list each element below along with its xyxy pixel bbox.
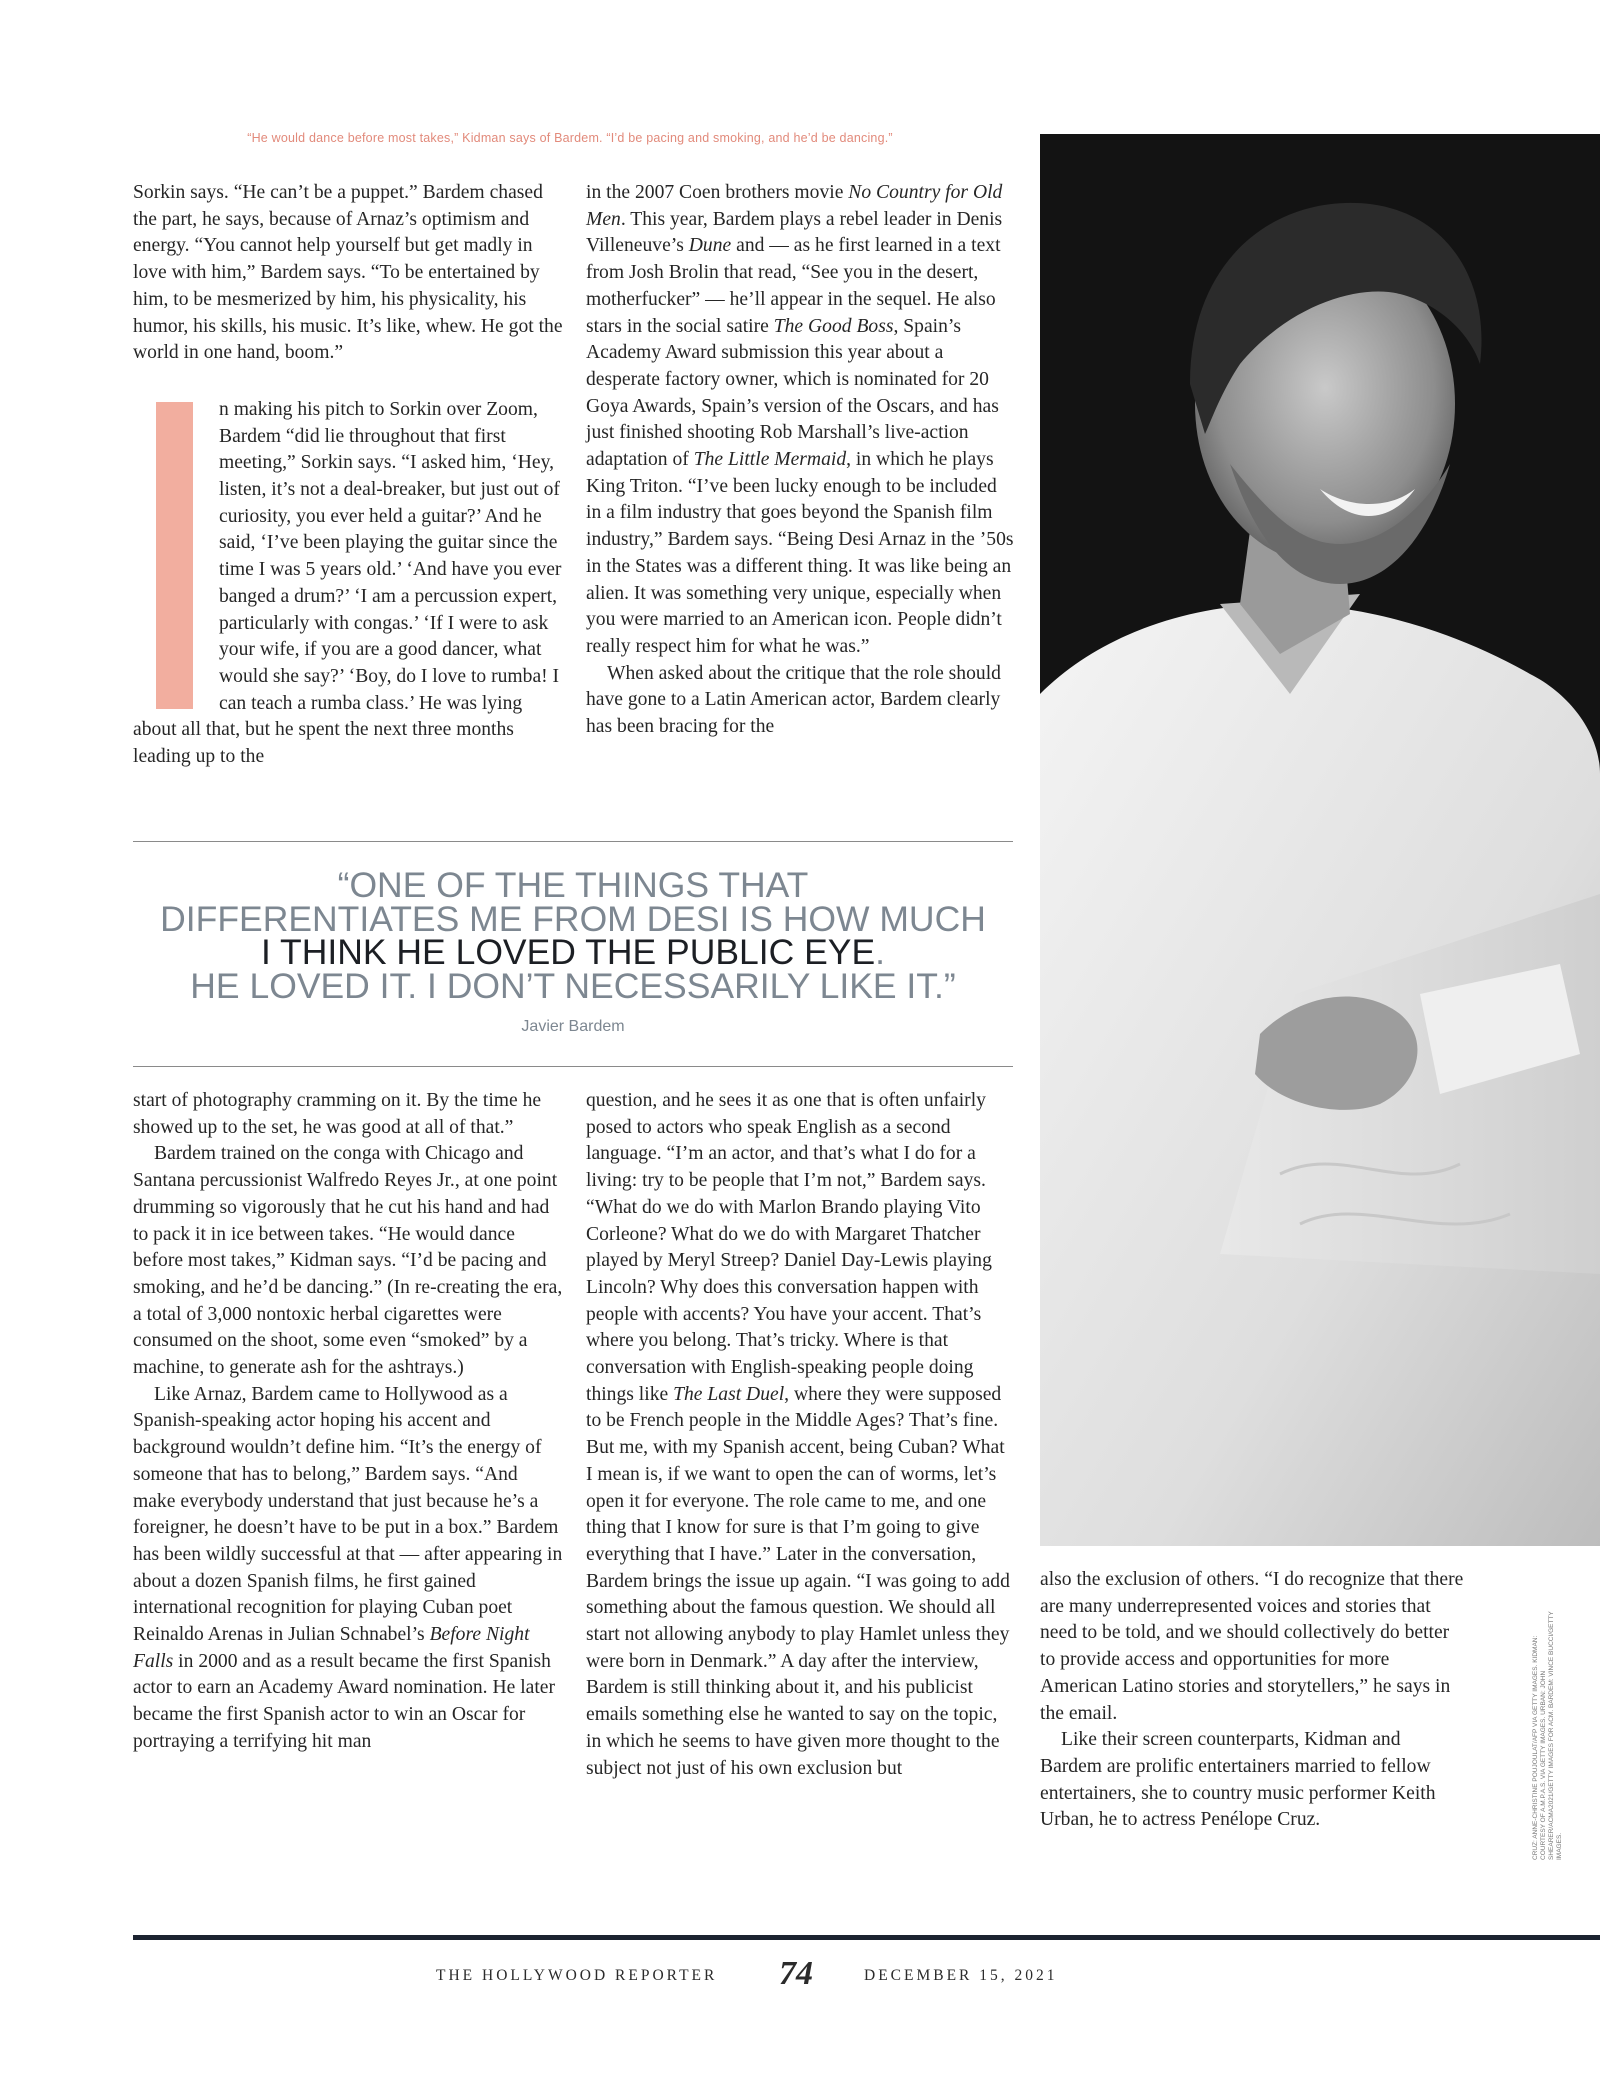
- pull-quote-line: DIFFERENTIATES ME FROM DESI IS HOW MUCH: [160, 898, 986, 939]
- paragraph: Bardem trained on the conga with Chicago and Santana percussionist Walfredo Reyes Jr., at one point drumming so vigorously that he cut his hand and had to pack it in ice between takes. “He would dance before most takes,” Kidman says. “I’d be pacing and smoking, and he’d be dancing.” (In re-creating the era, a total of 3,000 nontoxic herbal cigarettes were consumed on the shoot, some even “smoked” by a machine, to generate ash for the ashtrays.): [133, 1143, 563, 1379]
- pull-quote: [133, 865, 1013, 1006]
- page-number: 74: [779, 1955, 813, 1992]
- pull-quote-line: HE LOVED IT. I DON’T NECESSARILY LIKE IT.”: [190, 965, 956, 1006]
- film-title: The Last Duel: [673, 1383, 785, 1405]
- footer-rule: [133, 1935, 1600, 1940]
- portrait-photo: [1040, 134, 1600, 1546]
- paragraph: Like their screen counterparts, Kidman and Bardem are prolific entertainers married to fellow entertainers, she to country music performer Keith Urban, he to actress Penélope Cruz.: [1040, 1729, 1436, 1831]
- film-title: Before Night Falls: [133, 1624, 530, 1672]
- article-column-2: [586, 180, 1016, 741]
- paragraph: also the exclusion of others. “I do recognize that there are many underrepresented voices and stories that need to be told, and we should collectively do better to provide access and opportunities for more American Latino stories and storytellers,” he says in the email.: [1040, 1569, 1464, 1724]
- portrait-illustration: [1040, 134, 1600, 1546]
- paragraph: in the 2007 Coen brothers movie No Country for Old Men. This year, Bardem plays a rebel leader in Denis Villeneuve’s Dune and — as he first learned in a text from Josh Brolin that read, “See you in the desert, motherfucker” — he’ll appear in the sequel. He also stars in the social satire The Good Boss, Spain’s Academy Award submission this year about a desperate factory owner, which is nominated for 20 Goya Awards, Spain’s version of the Oscars, and has just finished shooting Rob Marshall’s live-action adaptation of The Little Mermaid, in which he plays King Triton. “I’ve been lucky enough to be included in a film industry that goes beyond the Spanish film industry,” Bardem says. “Being Desi Arnaz in the ’50s in the States was a different thing. It was like being an alien. It was something very unique, especially when you were married to an American icon. People didn’t really respect him for what he was.”: [586, 182, 1014, 657]
- article-column-4: [586, 1088, 1016, 1782]
- film-title: Dune: [688, 235, 732, 257]
- photo-caption: “He would dance before most takes,” Kidman says of Bardem. “I’d be pacing and smoking, and he’d be dancing.”: [247, 131, 893, 145]
- paragraph: Sorkin says. “He can’t be a puppet.” Bardem chased the part, he says, because of Arnaz’s optimism and energy. “You cannot help yourself but get madly in love with him,” Bardem says. “To be entertained by him, to be mesmerized by him, his physicality, his humor, his skills, his music. It’s like, whew. He got the world in one hand, boom.”: [133, 182, 563, 364]
- film-title: The Good Boss: [773, 315, 894, 337]
- article-column-3: [133, 1088, 563, 1756]
- paragraph: question, and he sees it as one that is often unfairly posed to actors who speak English as a second language. “I’m an actor, and that’s what I do for a living: try to be people that I’m not,” Bardem says. “What do we do with Marlon Brando playing Vito Corleone? What do we do with Margaret Thatcher played by Meryl Streep? Daniel Day-Lewis playing Lincoln? Why does this conversation happen with people with accents? You have your accent. That’s where you belong. That’s tricky. Where is that conversation with English-speaking people doing things like The Last Duel, where they were supposed to be French people in the Middle Ages? That’s fine. But me, with my Spanish accent, being Cuban? What I mean is, if we want to open the can of worms, let’s open it for everyone. The role came to me, and one thing that I know for sure is that I’m going to give everything that I have.” Later in the conversation, Bardem brings the issue up again. “I was going to add something about the famous question. We should all start not allowing anybody to play Hamlet unless they were born in Denmark.” A day after the interview, Bardem is still thinking about it, and his publicist emails something else he wanted to say on the topic, in which he seems to have given more thought to the subject not just of his own exclusion but: [586, 1090, 1010, 1779]
- issue-date: DECEMBER 15, 2021: [864, 1967, 1058, 1984]
- divider-bottom: [133, 1066, 1013, 1067]
- article-column-1: [133, 180, 563, 771]
- drop-cap-letter-i: [156, 402, 193, 709]
- film-title: No Country for Old Men: [586, 182, 1003, 230]
- pull-quote-line: “ONE OF THE THINGS THAT: [337, 865, 809, 905]
- publication-name: THE HOLLYWOOD REPORTER: [436, 1967, 718, 1984]
- pull-quote-line: I THINK HE LOVED THE PUBLIC EYE.: [260, 932, 886, 972]
- paragraph: start of photography cramming on it. By the time he showed up to the set, he was good at all of that.”: [133, 1090, 542, 1138]
- film-title: The Little Mermaid: [693, 449, 847, 471]
- pull-quote-attribution: Javier Bardem: [521, 1018, 625, 1035]
- dropcap-paragraph-block: [133, 397, 563, 771]
- paragraph: When asked about the critique that the role should have gone to a Latin American actor, Bardem clearly has been bracing for the: [586, 662, 1001, 738]
- paragraph: n making his pitch to Sorkin over Zoom, Bardem “did lie throughout that first meeting,” Sorkin says. “I asked him, ‘Hey, listen, it’s not a deal-breaker, but just out of curiosity, you ever held a guitar?’ And he said, ‘I’ve been playing the guitar since the time I was 5 years old.’ ‘And have you ever banged a drum?’ ‘I am a percussion expert, particularly with congas.’ ‘If I were to ask your wife, if you are a good dancer, what would she say?’ ‘Boy, do I love to rumba! I can teach a rumba class.’ He was lying about all that, but he spent the next three months leading up to the: [133, 398, 562, 768]
- divider-top: [133, 841, 1013, 842]
- photo-credits: CRUZ: ANNE-CHRISTINE POUJOULAT/AFP VIA GETTY IMAGES. KIDMAN: COURTESY OF A.M.P.A.S. VIA GETTY IMAGES. URBAN: JOHN SHEARER/ACMA2021/GETTY IMAGES FOR ACM. BARDEM: VINCE BUCCI/GETTY IMAGES.: [1532, 1611, 1563, 1860]
- paragraph: Like Arnaz, Bardem came to Hollywood as a Spanish-speaking actor hoping his accent and background wouldn’t define him. “It’s the energy of someone that has to belong,” Bardem says. “And make everybody understand that just because he’s a foreigner, he doesn’t have to be put in a box.” Bardem has been wildly successful at that — after appearing in about a dozen Spanish films, he first gained international recognition for playing Cuban poet Reinaldo Arenas in Julian Schnabel’s Before Night Falls in 2000 and as a result became the first Spanish actor to earn an Academy Award nomination. He later became the first Spanish actor to win an Oscar for portraying a terrifying hit man: [133, 1383, 563, 1752]
- article-column-5: [1040, 1567, 1464, 1834]
